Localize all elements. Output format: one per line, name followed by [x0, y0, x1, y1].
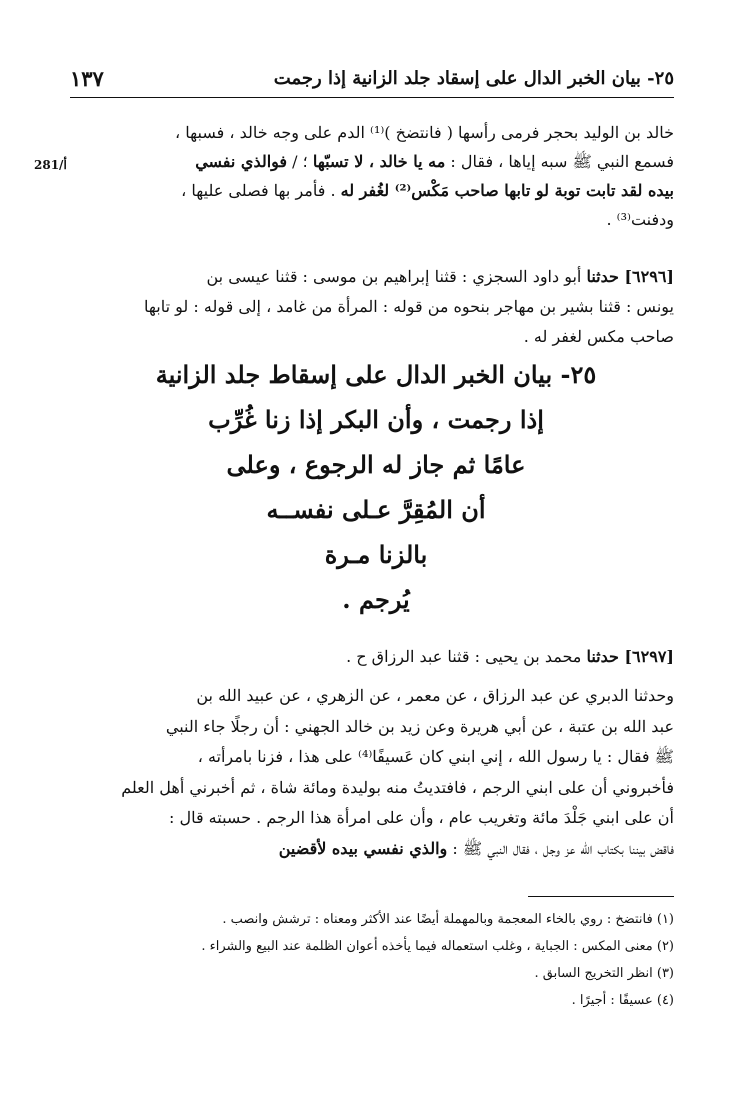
chapter-heading [150, 352, 602, 622]
text-segment: محمد بن يحيى : قثنا عبد الرزاق ح . [346, 647, 587, 666]
bold-text-segment: فوالذي نفسي [195, 152, 288, 171]
text-line [70, 834, 674, 865]
text-line: عبد الله بن عتبة ، عن أبي هريرة وعن زيد بن خالد الجهني : أن رجلًا جاء النبي [165, 716, 674, 736]
heading-line: عامًا ثم جاز له الرجوع ، وعلى [226, 450, 526, 479]
footnote-separator [528, 896, 674, 897]
text-line: ودفنت⁽³⁾ . [606, 210, 674, 229]
hadith-number: [٦٢٩٧] حدثنا [586, 647, 674, 666]
text-segment: . فأمر بها فصلى عليها ، [181, 181, 341, 200]
heading-line: ٢٥- بيان الخبر الدال على إسقاط جلد الزانية [155, 360, 597, 389]
text-line: صاحب مكس لغفر له . [523, 327, 674, 346]
manuscript-folio-reference: 281/أ [34, 158, 67, 172]
footnote: (٢) معنى المكس : الجباية ، وغلب استعماله فيما يأخذه أعوان الظلمة عند البيع والشراء . [201, 939, 674, 954]
text-line: يونس : قثنا بشير بن مهاجر بنحوه من قوله : المرأة من غامد ، إلى قوله : لو تابها [144, 297, 674, 316]
footnotes [70, 906, 674, 1014]
text-segment: فسمع النبي ﷺ سبه إياها ، فقال : [445, 152, 674, 171]
paragraph-hadith-6297-second-chain [70, 681, 674, 864]
heading-line: بالزنا مـرة [324, 540, 428, 569]
bold-text-segment: بيده لقد تابت توبة لو تابها صاحب مَكْس⁽²⁾ لغُفر له [340, 181, 674, 200]
text-line [70, 642, 674, 671]
bold-text-segment: والذي نفسي بيده لأقضين [278, 838, 448, 858]
text-line [70, 147, 674, 176]
heading-line: إذا رجمت ، وأن البكر إذا زنا غُرِّب [208, 405, 544, 434]
text-line: وحدثنا الدبري عن عبد الرزاق ، عن معمر ، عن الزهري ، عن عبيد الله بن [196, 686, 674, 705]
page-number: ١٣٧ [70, 65, 104, 91]
paragraph-hadith-continuation [70, 118, 674, 234]
paragraph-hadith-6296 [70, 262, 674, 352]
heading-line: يُرجم . [342, 585, 410, 614]
text-segment: فاقض بيننا بكتاب الله عز وجل ، فقال النبي ﷺ : [447, 838, 674, 858]
header-rule [70, 97, 674, 98]
footnote: (٣) انظر التخريج السابق . [534, 966, 674, 981]
footnote: (٤) عسيفًا : أجيرًا . [571, 993, 674, 1008]
text-segment: ؛ / [287, 152, 313, 171]
bold-text-segment: مه يا خالد ، لا تسبّها [312, 152, 446, 171]
text-line [70, 262, 674, 292]
paragraph-hadith-6297 [70, 642, 674, 671]
running-title: ٢٥- بيان الخبر الدال على إسقاد جلد الزانية إذا رجمت [273, 67, 674, 89]
text-line: ﷺ فقال : يا رسول الله ، إني ابني كان عَسيفًا⁽⁴⁾ على هذا ، فزنا بامرأته ، [197, 747, 674, 766]
hadith-number: [٦٢٩٦] حدثنا [586, 267, 674, 286]
text-line [70, 176, 674, 205]
heading-line: أن المُقِرَّ عـلى نفســه [266, 495, 486, 524]
text-line: أن على ابني جَلْدَ مائة وتغريب عام ، وأن على امرأة هذا الرجم . حسبته قال : [168, 808, 674, 827]
text-segment: أبو داود السجزي : قثنا إبراهيم بن موسى : قثنا عيسى بن [206, 267, 587, 286]
text-line: خالد بن الوليد بحجر فرمى رأسها ( فانتضخ )⁽¹⁾ الدم على وجه خالد ، فسبها ، [175, 123, 674, 142]
page-header [70, 60, 674, 96]
footnote: (١) فانتضخ : روي بالخاء المعجمة وبالمهملة أيضًا عند الأكثر ومعناه : ترشش وانصب . [222, 912, 674, 927]
text-line: فأخبروني أن على ابني الرجم ، فافتديتُ منه بوليدة ومائة شاة ، ثم أخبرني أهل العلم [121, 777, 674, 797]
